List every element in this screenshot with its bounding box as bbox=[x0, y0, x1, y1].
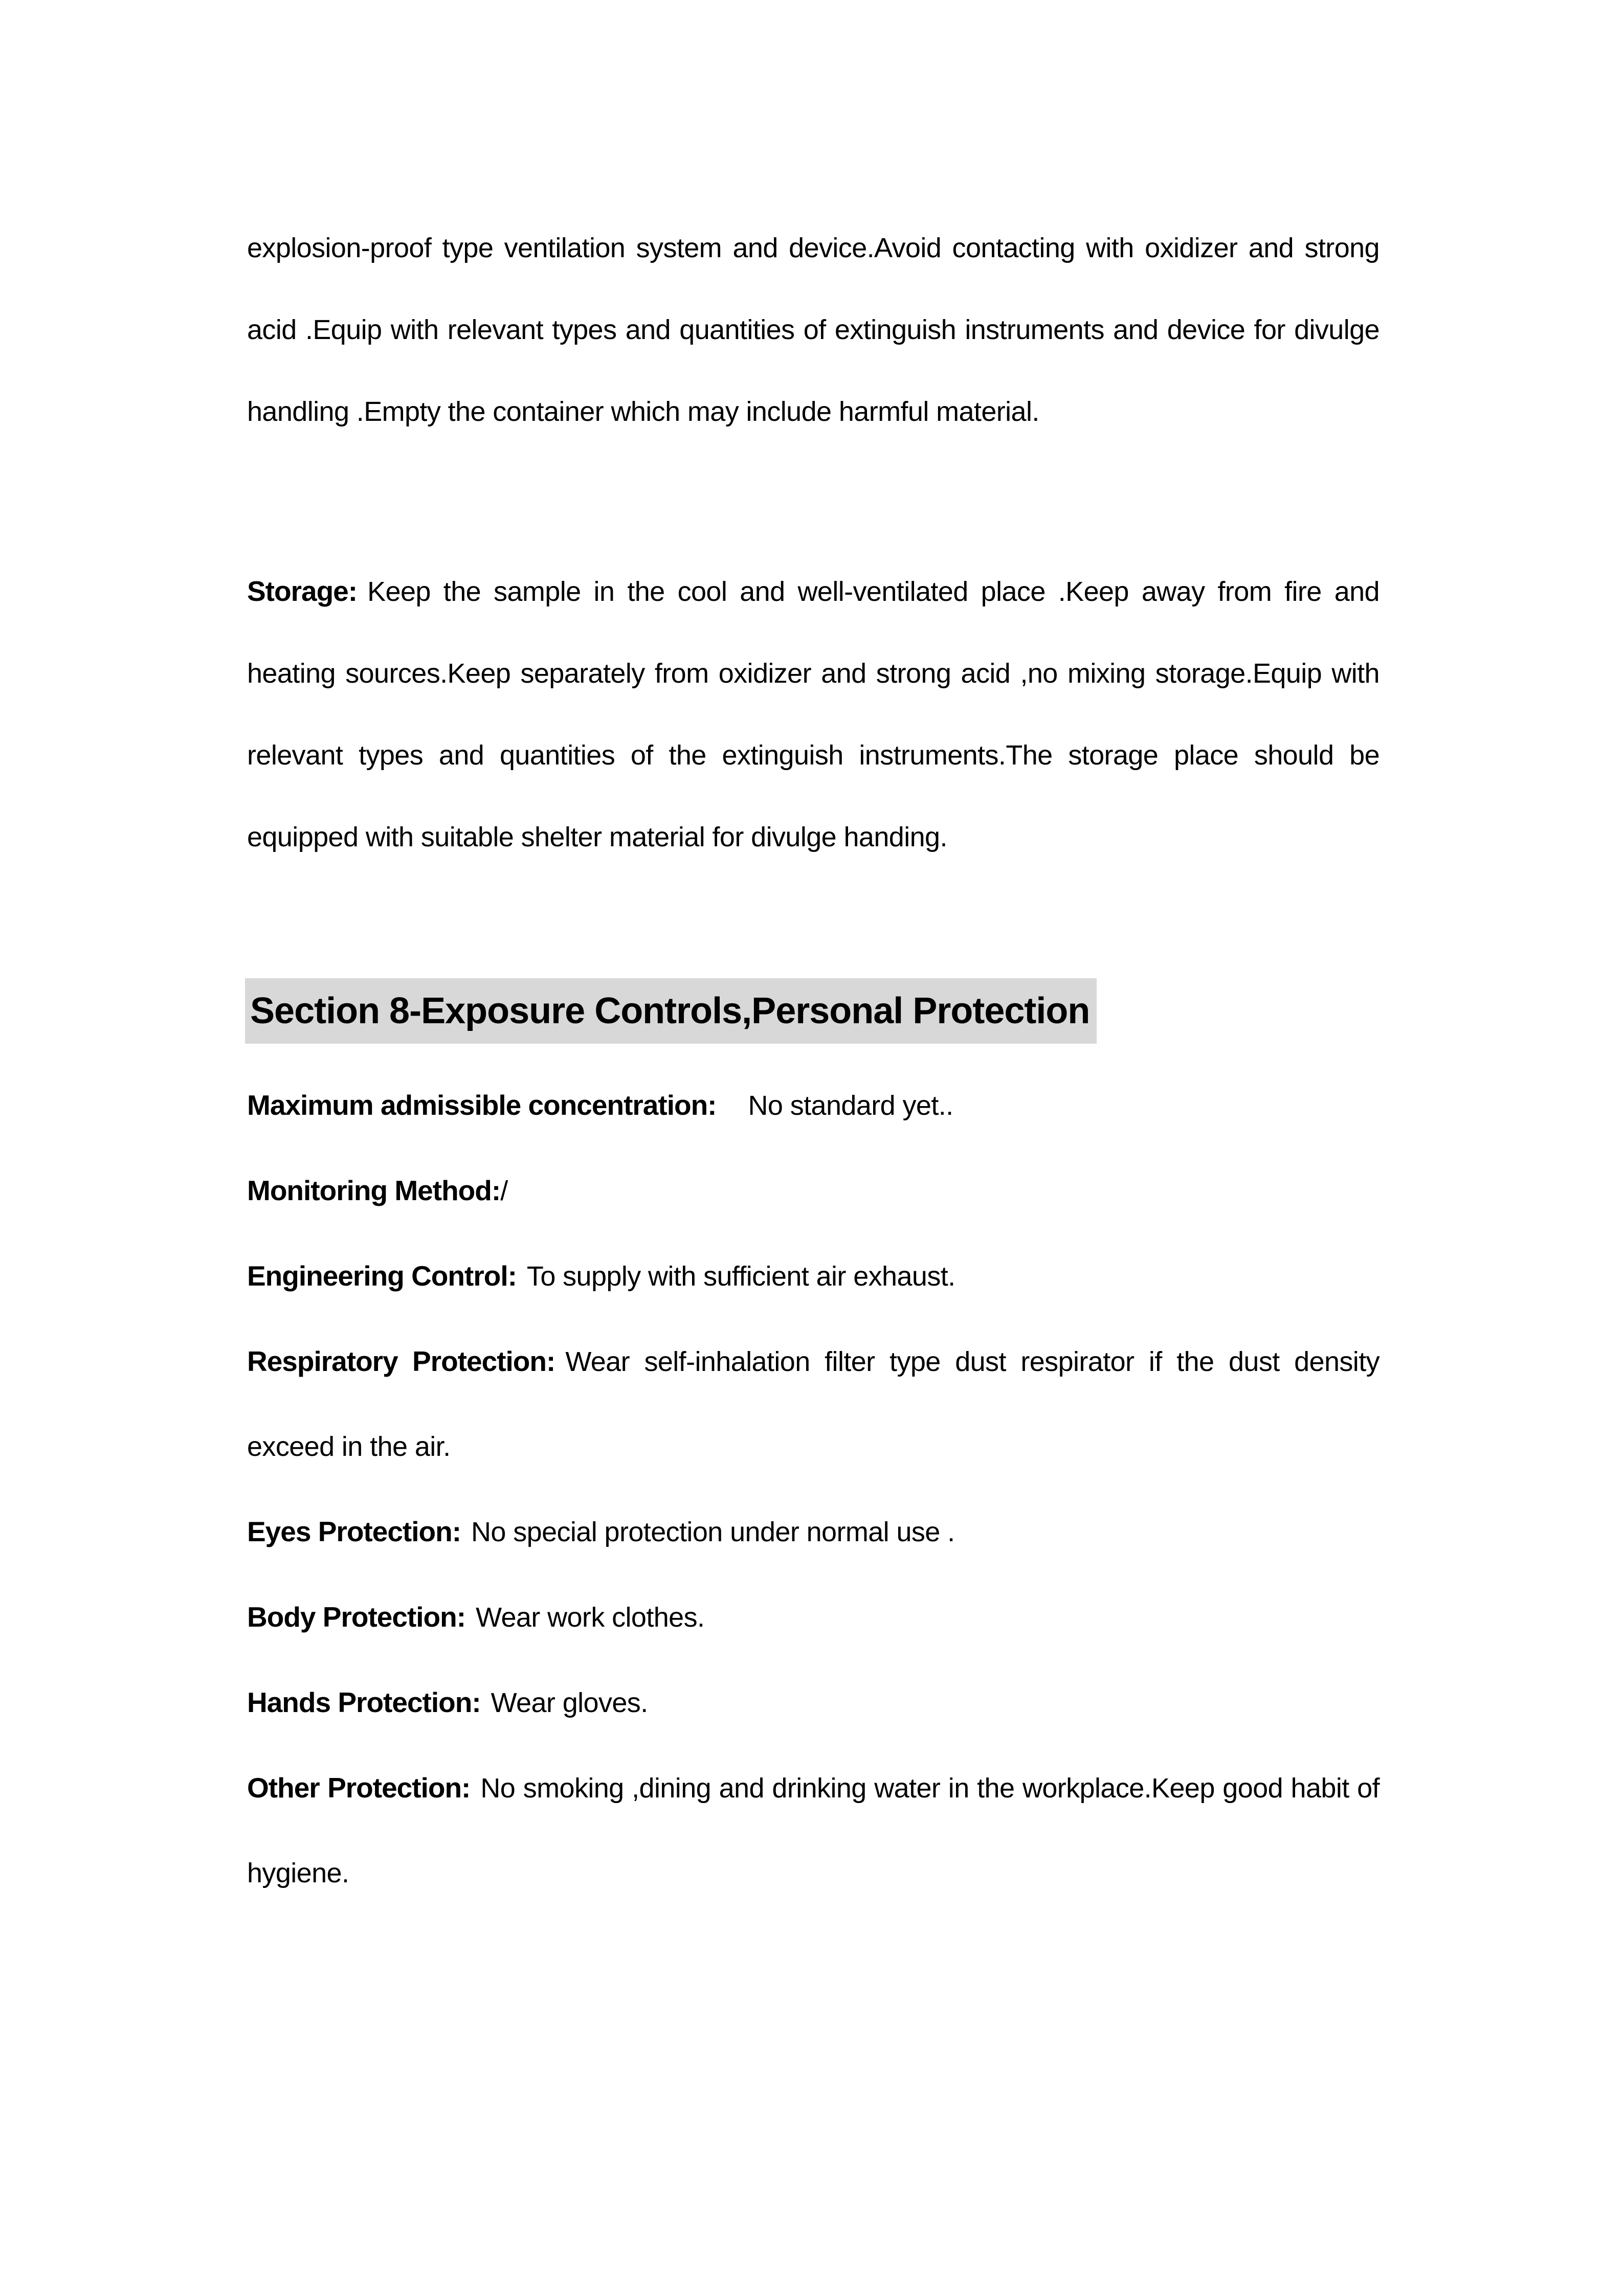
storage-label: Storage: bbox=[247, 575, 358, 607]
eyes-protection-value: No special protection under normal use . bbox=[471, 1517, 955, 1547]
max-admissible-concentration-row bbox=[247, 1063, 1380, 1148]
storage-paragraph bbox=[247, 550, 1380, 878]
other-protection-value: No smoking ,dining and drinking water in the workplace.Keep good habit of hygiene. bbox=[247, 1773, 1380, 1888]
intro-paragraph: explosion-proof type ventilation system and device.Avoid contacting with oxidizer and strong acid .Equip with relevant types and quantities of extinguish instruments and device for divulge handling .Empty the container which may include harmful material. bbox=[247, 233, 1380, 427]
engineering-control-row bbox=[247, 1233, 1380, 1319]
monitoring-method-value: / bbox=[500, 1176, 508, 1206]
storage-text: Keep the sample in the cool and well-ventilated place .Keep away from fire and heating sources.Keep separately from oxidizer and strong acid ,no mixing storage.Equip with relevant types and quantities of the extinguish instruments.The storage place should be equipped with suitable shelter material for divulge handing. bbox=[247, 576, 1380, 852]
section-8-items bbox=[247, 1063, 1380, 1916]
respiratory-protection-row bbox=[247, 1319, 1380, 1489]
hands-protection-value: Wear gloves. bbox=[491, 1687, 648, 1718]
monitoring-method-label: Monitoring Method: bbox=[247, 1175, 501, 1206]
eyes-protection-row bbox=[247, 1489, 1380, 1574]
monitoring-method-row bbox=[247, 1148, 1380, 1233]
other-protection-row bbox=[247, 1745, 1380, 1916]
eyes-protection-label: Eyes Protection: bbox=[247, 1516, 461, 1547]
document-content bbox=[247, 0, 1380, 1916]
respiratory-protection-value: Wear self-inhalation filter type dust respirator if the dust density exceed in the air. bbox=[247, 1346, 1380, 1462]
other-protection-label: Other Protection: bbox=[247, 1772, 471, 1804]
hands-protection-label: Hands Protection: bbox=[247, 1686, 481, 1718]
body-protection-label: Body Protection: bbox=[247, 1601, 466, 1633]
body-protection-row bbox=[247, 1574, 1380, 1660]
engineering-control-value: To supply with sufficient air exhaust. bbox=[526, 1261, 955, 1292]
max-admissible-concentration-value: No standard yet.. bbox=[748, 1090, 953, 1121]
max-admissible-concentration-label: Maximum admissible concentration: bbox=[247, 1089, 717, 1121]
section-8-heading-text: Section 8-Exposure Controls,Personal Protection bbox=[245, 978, 1097, 1044]
section-8-heading bbox=[247, 978, 1380, 1044]
hands-protection-row bbox=[247, 1660, 1380, 1745]
body-protection-value: Wear work clothes. bbox=[476, 1602, 705, 1633]
respiratory-protection-label: Respiratory Protection: bbox=[247, 1345, 555, 1377]
engineering-control-label: Engineering Control: bbox=[247, 1260, 517, 1292]
